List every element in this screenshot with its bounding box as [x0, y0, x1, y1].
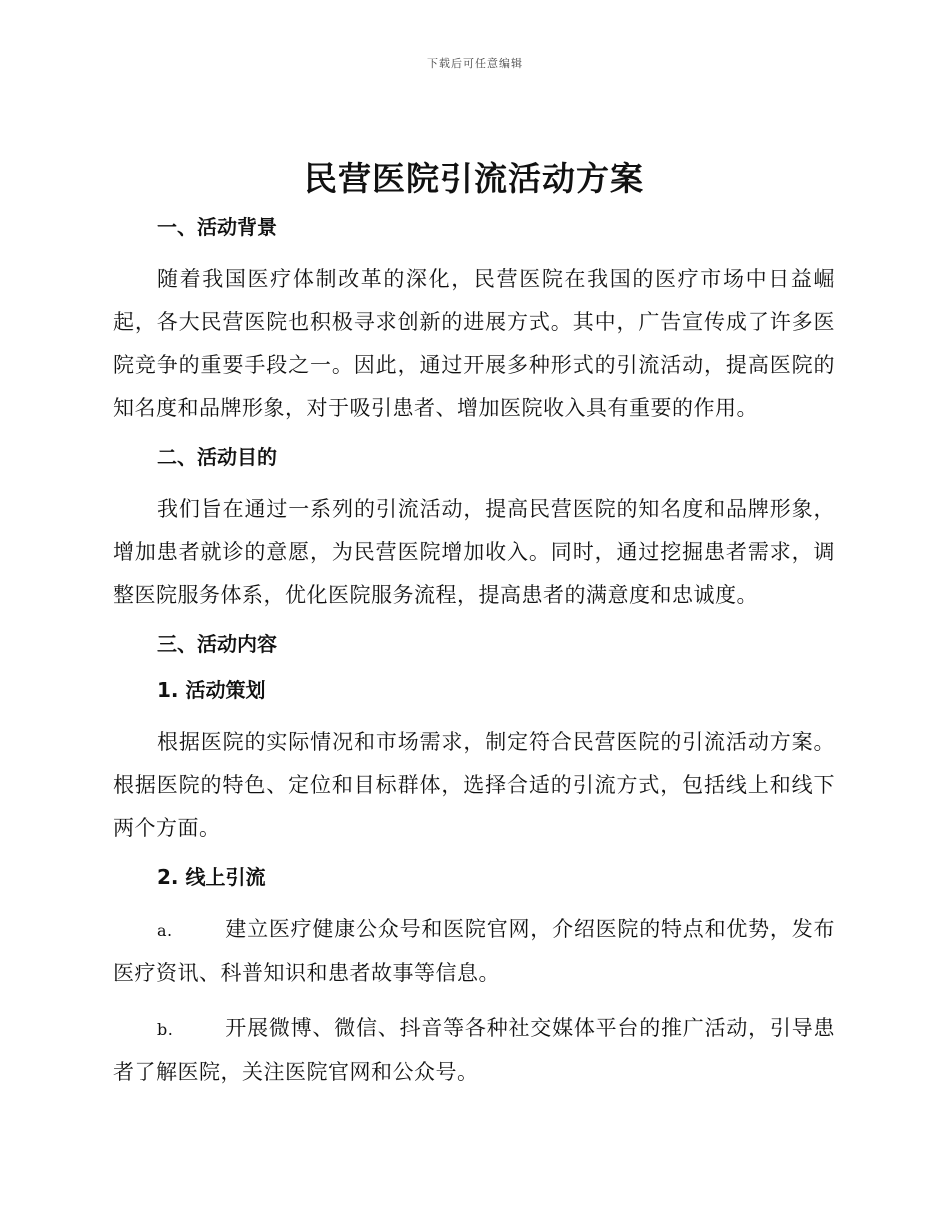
section-heading-background: 一、活动背景 — [157, 215, 277, 239]
document-body — [113, 145, 835, 1106]
document-title: 民营医院引流活动方案 — [304, 159, 644, 198]
list-item — [113, 908, 835, 995]
header-note: 下载后可任意编辑 — [427, 57, 523, 70]
list-item — [113, 1007, 835, 1094]
subsection-heading-planning: 1. 活动策划 — [157, 678, 266, 702]
section-heading-purpose: 二、活动目的 — [157, 445, 277, 469]
subsection-paragraph-planning: 根据医院的实际情况和市场需求，制定符合民营医院的引流活动方案。根据医院的特色、定位和目标群体，选择合适的引流方式，包括线上和线下两个方面。 — [113, 730, 835, 840]
list-item-text: 建立医疗健康公众号和医院官网，介绍医院的特点和优势，发布医疗资讯、科普知识和患者故事等信息。 — [113, 917, 835, 985]
list-item-marker: b. — [157, 1020, 174, 1039]
section-paragraph-purpose: 我们旨在通过一系列的引流活动，提高民营医院的知名度和品牌形象，增加患者就诊的意愿，为民营医院增加收入。同时，通过挖掘患者需求，调整医院服务体系，优化医院服务流程，提高患者的满意度和忠诚度。 — [113, 497, 835, 607]
section-paragraph-background: 随着我国医疗体制改革的深化，民营医院在我国的医疗市场中日益崛起，各大民营医院也积极寻求创新的进展方式。其中，广告宣传成了许多医院竞争的重要手段之一。因此，通过开展多种形式的引流活动，提高医院的知名度和品牌形象，对于吸引患者、增加医院收入具有重要的作用。 — [113, 267, 835, 420]
subsection-heading-online: 2. 线上引流 — [157, 865, 266, 889]
list-item-marker: a. — [157, 921, 173, 940]
section-heading-content: 三、活动内容 — [157, 632, 277, 656]
list-item-text: 开展微博、微信、抖音等各种社交媒体平台的推广活动，引导患者了解医院，关注医院官网和公众号。 — [113, 1016, 835, 1084]
